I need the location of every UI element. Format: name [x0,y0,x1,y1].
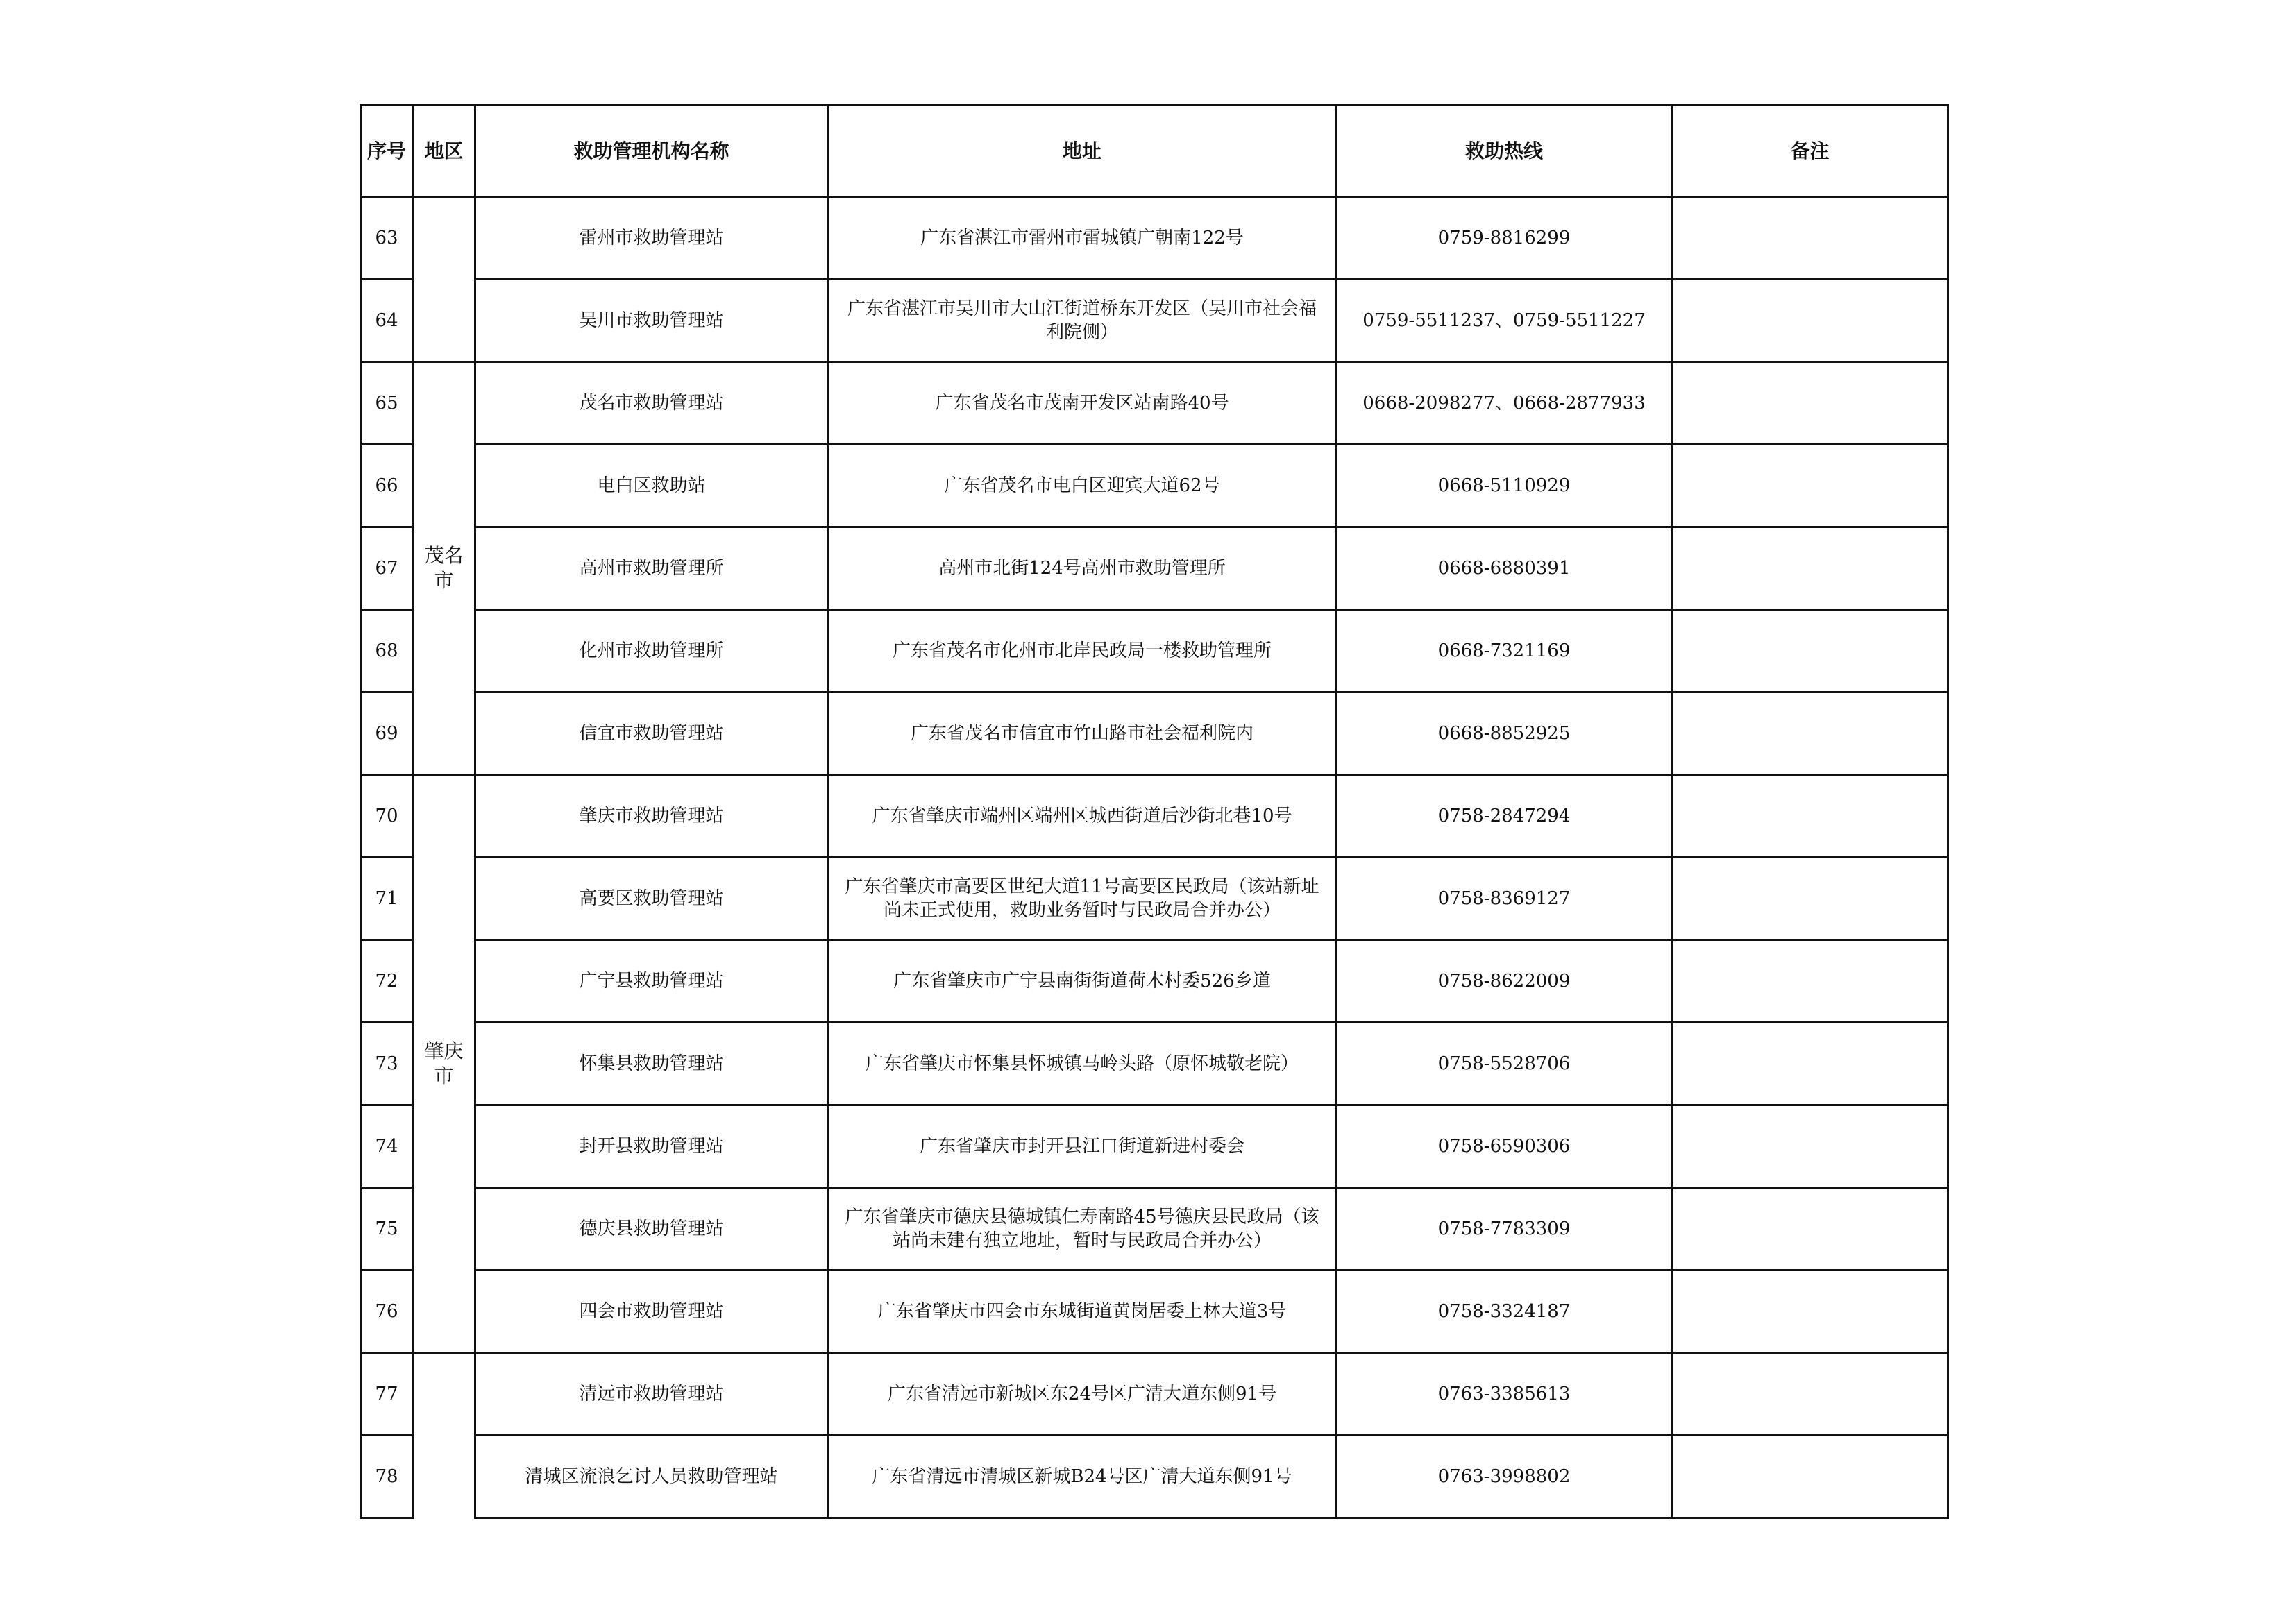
header-seq: 序号 [361,105,413,197]
table-row [361,445,1948,527]
row-seq: 74 [361,1105,413,1188]
row-remark [1672,610,1948,692]
row-address: 广东省肇庆市四会市东城街道黄岗居委上林大道3号 [828,1271,1337,1353]
row-name: 吴川市救助管理站 [475,280,828,362]
table-row [361,1436,1948,1518]
row-seq: 71 [361,858,413,940]
row-remark [1672,280,1948,362]
row-address: 广东省茂名市茂南开发区站南路40号 [828,362,1337,445]
row-address: 广东省茂名市化州市北岸民政局一楼救助管理所 [828,610,1337,692]
table-row [361,1271,1948,1353]
table-row [361,940,1948,1023]
row-remark [1672,1353,1948,1436]
table-row [361,197,1948,280]
row-seq: 75 [361,1188,413,1271]
region-cell-zhaoqing: 肇庆市 [413,775,475,1353]
row-seq: 76 [361,1271,413,1353]
row-hotline: 0668-5110929 [1337,445,1672,527]
row-remark [1672,197,1948,280]
table-row [361,527,1948,610]
row-remark [1672,1271,1948,1353]
table-row [361,692,1948,775]
row-name: 肇庆市救助管理站 [475,775,828,858]
row-hotline: 0668-7321169 [1337,610,1672,692]
rescue-station-table [360,104,1949,1519]
row-address: 高州市北街124号高州市救助管理所 [828,527,1337,610]
header-region: 地区 [413,105,475,197]
row-hotline: 0763-3385613 [1337,1353,1672,1436]
table-row [361,775,1948,858]
row-seq: 65 [361,362,413,445]
row-address: 广东省清远市新城区东24号区广清大道东侧91号 [828,1353,1337,1436]
region-cell [413,197,475,362]
row-hotline: 0759-8816299 [1337,197,1672,280]
row-name: 雷州市救助管理站 [475,197,828,280]
row-seq: 69 [361,692,413,775]
row-address: 广东省湛江市吴川市大山江街道桥东开发区（吴川市社会福利院侧） [828,280,1337,362]
row-address: 广东省肇庆市端州区端州区城西街道后沙街北巷10号 [828,775,1337,858]
row-hotline: 0758-5528706 [1337,1023,1672,1105]
row-remark [1672,527,1948,610]
row-seq: 66 [361,445,413,527]
row-name: 德庆县救助管理站 [475,1188,828,1271]
row-hotline: 0758-7783309 [1337,1188,1672,1271]
row-hotline: 0758-3324187 [1337,1271,1672,1353]
row-seq: 77 [361,1353,413,1436]
row-seq: 70 [361,775,413,858]
row-remark [1672,445,1948,527]
row-remark [1672,1188,1948,1271]
row-remark [1672,1436,1948,1518]
region-cell [413,1353,475,1518]
row-remark [1672,858,1948,940]
row-name: 高要区救助管理站 [475,858,828,940]
row-remark [1672,362,1948,445]
row-hotline: 0668-2098277、0668-2877933 [1337,362,1672,445]
header-address: 地址 [828,105,1337,197]
row-name: 四会市救助管理站 [475,1271,828,1353]
row-name: 清城区流浪乞讨人员救助管理站 [475,1436,828,1518]
row-address: 广东省湛江市雷州市雷城镇广朝南122号 [828,197,1337,280]
header-row [361,105,1948,197]
table-row [361,1105,1948,1188]
table-row [361,362,1948,445]
row-remark [1672,1105,1948,1188]
row-remark [1672,775,1948,858]
row-name: 信宜市救助管理站 [475,692,828,775]
header-name: 救助管理机构名称 [475,105,828,197]
row-seq: 67 [361,527,413,610]
row-hotline: 0758-2847294 [1337,775,1672,858]
row-hotline: 0763-3998802 [1337,1436,1672,1518]
table-row [361,1188,1948,1271]
row-address: 广东省肇庆市广宁县南街街道荷木村委526乡道 [828,940,1337,1023]
table-row [361,280,1948,362]
table-row [361,858,1948,940]
row-name: 清远市救助管理站 [475,1353,828,1436]
table-row [361,1353,1948,1436]
row-address: 广东省茂名市信宜市竹山路市社会福利院内 [828,692,1337,775]
region-cell-maoming: 茂名市 [413,362,475,775]
row-seq: 64 [361,280,413,362]
row-name: 电白区救助站 [475,445,828,527]
row-name: 封开县救助管理站 [475,1105,828,1188]
header-remark: 备注 [1672,105,1948,197]
row-address: 广东省茂名市电白区迎宾大道62号 [828,445,1337,527]
row-name: 化州市救助管理所 [475,610,828,692]
row-remark [1672,1023,1948,1105]
row-address: 广东省肇庆市高要区世纪大道11号高要区民政局（该站新址尚未正式使用，救助业务暂时与民政局合并办公） [828,858,1337,940]
row-address: 广东省肇庆市封开县江口街道新进村委会 [828,1105,1337,1188]
row-hotline: 0758-6590306 [1337,1105,1672,1188]
row-seq: 72 [361,940,413,1023]
row-address: 广东省清远市清城区新城B24号区广清大道东侧91号 [828,1436,1337,1518]
row-hotline: 0758-8622009 [1337,940,1672,1023]
row-name: 高州市救助管理所 [475,527,828,610]
row-seq: 78 [361,1436,413,1518]
row-hotline: 0668-6880391 [1337,527,1672,610]
row-seq: 73 [361,1023,413,1105]
row-name: 怀集县救助管理站 [475,1023,828,1105]
header-hotline: 救助热线 [1337,105,1672,197]
row-remark [1672,692,1948,775]
row-name: 茂名市救助管理站 [475,362,828,445]
row-name: 广宁县救助管理站 [475,940,828,1023]
row-address: 广东省肇庆市德庆县德城镇仁寿南路45号德庆县民政局（该站尚未建有独立地址，暂时与民政局合并办公） [828,1188,1337,1271]
table-row [361,610,1948,692]
row-seq: 63 [361,197,413,280]
row-hotline: 0759-5511237、0759-5511227 [1337,280,1672,362]
row-seq: 68 [361,610,413,692]
row-hotline: 0668-8852925 [1337,692,1672,775]
row-hotline: 0758-8369127 [1337,858,1672,940]
row-address: 广东省肇庆市怀集县怀城镇马岭头路（原怀城敬老院） [828,1023,1337,1105]
table-row [361,1023,1948,1105]
row-remark [1672,940,1948,1023]
